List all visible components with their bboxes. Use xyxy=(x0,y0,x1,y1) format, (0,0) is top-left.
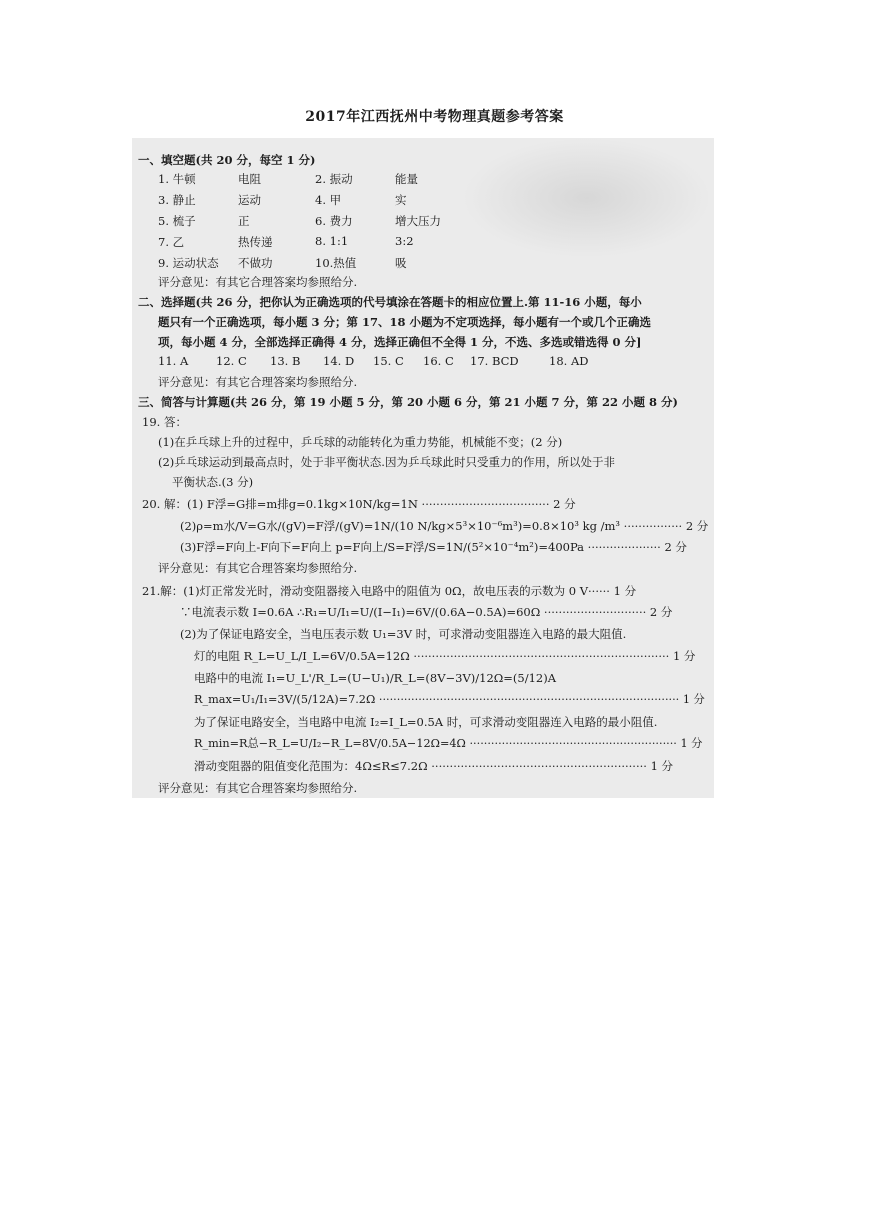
fill-heading: 一、填空题(共 20 分，每空 1 分) xyxy=(138,153,316,167)
q21-scoring-note: 评分意见：有其它合理答案均参照给分. xyxy=(158,781,358,795)
fill-cell: 运动 xyxy=(238,193,261,207)
q21-line: 为了保证电路安全，当电路中电流 I₂=I_L=0.5A 时，可求滑动变阻器连入电路的最小阻值. xyxy=(194,715,658,729)
q21-line: 21.解：(1)灯正常发光时，滑动变阻器接入电路中的阻值为 0Ω，故电压表的示数为 0 V······ 1 分 xyxy=(142,584,637,598)
choice-answer: 12. C xyxy=(216,354,247,368)
q21-line: R_min=R总−R_L=U/I₂−R_L=8V/0.5A−12Ω=4Ω ·························································· 1 分 xyxy=(194,737,703,750)
fill-cell: 电阻 xyxy=(238,172,261,186)
q21-line: 滑动变阻器的阻值变化范围为：4Ω≤R≤7.2Ω ··························································· 1 分 xyxy=(194,759,674,773)
fill-cell: 3:2 xyxy=(395,234,414,248)
fill-cell: 6. 费力 xyxy=(315,214,353,228)
choice-answer: 18. AD xyxy=(549,354,589,368)
choice-answer: 16. C xyxy=(423,354,454,368)
q19-line: 平衡状态.(3 分) xyxy=(172,475,254,489)
choice-heading-line: 二、选择题(共 26 分，把你认为正确选项的代号填涂在答题卡的相应位置上.第 11-16 小题，每小 xyxy=(138,295,642,309)
fill-cell: 吸 xyxy=(395,256,407,270)
calc-heading: 三、简答与计算题(共 26 分，第 19 小题 5 分，第 20 小题 6 分，第 21 小题 7 分，第 22 小题 8 分) xyxy=(138,395,678,409)
fill-cell: 热传递 xyxy=(238,235,273,249)
fill-cell: 1. 牛顿 xyxy=(158,172,196,186)
choice-answer: 11. A xyxy=(158,354,189,368)
q21-line: R_max=U₁/I₁=3V/(5/12A)=7.2Ω ···················································································· 1 分 xyxy=(194,693,705,706)
q20-line: (2)ρ=m水/V=G水/(gV)=F浮/(gV)=1N/(10 N/kg×5³×10⁻⁶m³)=0.8×10³ kg /m³ ················ 2 分 xyxy=(180,519,709,533)
fill-cell: 8. 1:1 xyxy=(315,234,349,248)
fill-cell: 10.热值 xyxy=(315,256,357,270)
page-title: 2017年江西抚州中考物理真题参考答案 xyxy=(305,109,564,125)
choice-scoring-note: 评分意见：有其它合理答案均参照给分. xyxy=(158,375,358,389)
fill-cell: 增大压力 xyxy=(395,214,441,228)
choice-answer: 14. D xyxy=(323,354,355,368)
q21-line: ∵电流表示数 I=0.6A ∴R₁=U/I₁=U/(I−I₁)=6V/(0.6A−0.5A)=60Ω ···························· 2 分 xyxy=(180,605,673,619)
fill-cell: 不做功 xyxy=(238,256,273,270)
choice-answer: 15. C xyxy=(373,354,404,368)
fill-cell: 2. 振动 xyxy=(315,172,353,186)
q19-label: 19. 答： xyxy=(142,415,187,429)
choice-heading-line: 题只有一个正确选项，每小题 3 分；第 17、18 小题为不定项选择，每小题有一个或几个正确选 xyxy=(158,315,652,329)
fill-cell: 9. 运动状态 xyxy=(158,256,219,270)
q19-line: (2)乒乓球运动到最高点时，处于非平衡状态.因为乒乓球此时只受重力的作用，所以处于非 xyxy=(158,455,615,469)
q20-scoring-note: 评分意见：有其它合理答案均参照给分. xyxy=(158,561,358,575)
fill-scoring-note: 评分意见：有其它合理答案均参照给分. xyxy=(158,275,358,289)
fill-cell: 实 xyxy=(395,193,407,207)
q19-line: (1)在乒乓球上升的过程中，乒乓球的动能转化为重力势能，机械能不变；(2 分) xyxy=(158,435,563,449)
q21-line: 灯的电阻 R_L=U_L/I_L=6V/0.5A=12Ω ······································································ 1 分 xyxy=(194,649,696,663)
fill-cell: 能量 xyxy=(395,172,418,186)
q20-line: 20. 解：(1) F浮=G排=m排g=0.1kg×10N/kg=1N ··································· 2 分 xyxy=(142,497,576,511)
fill-cell: 4. 甲 xyxy=(315,193,342,207)
choice-heading-line: 项，每小题 4 分，全部选择正确得 4 分，选择正确但不全得 1 分，不选、多选或错选得 0 分] xyxy=(158,335,642,349)
scanned-answer-sheet xyxy=(132,138,714,798)
fill-cell: 7. 乙 xyxy=(158,235,185,249)
choice-answer: 17. BCD xyxy=(470,354,519,368)
fill-cell: 5. 梳子 xyxy=(158,214,196,228)
fill-cell: 正 xyxy=(238,214,250,228)
q21-line: (2)为了保证电路安全，当电压表示数 U₁=3V 时，可求滑动变阻器连入电路的最大阻值. xyxy=(180,627,627,641)
q21-line: 电路中的电流 I₁=U_L'/R_L=(U−U₁)/R_L=(8V−3V)/12Ω=(5/12)A xyxy=(194,671,557,685)
q20-line: (3)F浮=F向上-F向下=F向上 p=F向上/S=F浮/S=1N/(5²×10⁻⁴m²)=400Pa ···················· 2 分 xyxy=(180,540,687,554)
choice-answer: 13. B xyxy=(270,354,301,368)
fill-cell: 3. 静止 xyxy=(158,193,196,207)
